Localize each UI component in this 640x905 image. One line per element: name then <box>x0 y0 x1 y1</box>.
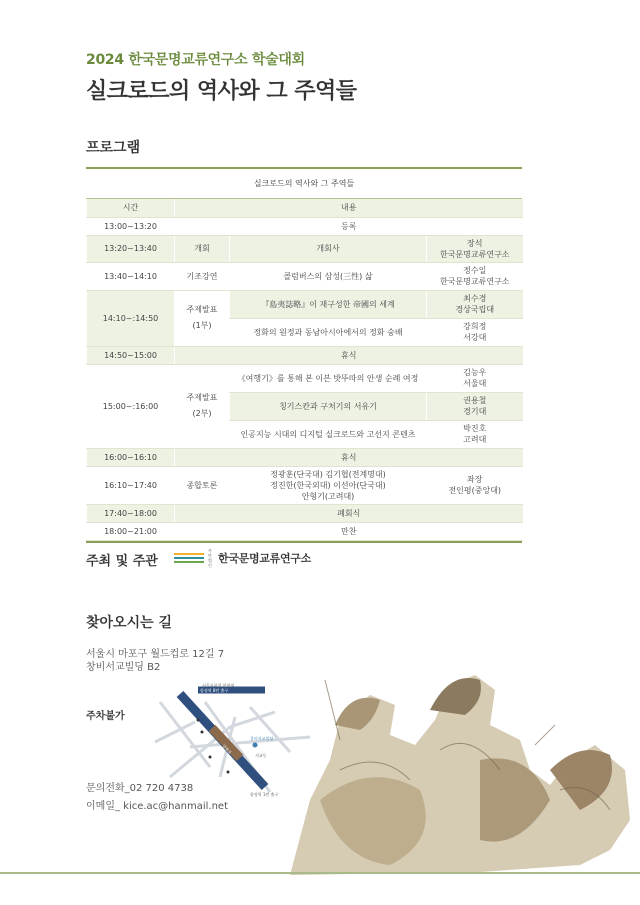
person-cell: 김능우 서울대 <box>427 364 523 392</box>
person-cell: 권용철 경기대 <box>427 392 523 420</box>
address-line-1: 서울시 마포구 월드컵로 12길 7 <box>86 649 225 660</box>
map-label-top: 서울지하철 합정역 <box>202 683 235 688</box>
map-label-bottom2: 합정역 1번 출구 <box>250 792 279 797</box>
table-row <box>87 290 523 318</box>
table-header-row <box>87 199 523 217</box>
bottom-rule <box>0 872 640 874</box>
time-cell: 13:20~13:40 <box>87 235 175 262</box>
type-cell: 종합토론 <box>175 466 230 504</box>
person-cell: 좌장 전인평(중앙대) <box>427 466 523 504</box>
table-row <box>87 235 523 262</box>
event-subtitle: 2024 한국문명교류연구소 학술대회 <box>86 52 305 68</box>
logo-text: 한국문명교류연구소 <box>218 552 311 565</box>
address-line-2: 창비서교빌딩 B2 <box>86 662 161 673</box>
content-cell: 『島夷誌略』이 재구성한 帝國의 세계 <box>230 290 427 318</box>
parking-note: 주차불가 <box>86 711 125 722</box>
content-cell: 폐회식 <box>175 504 523 522</box>
person-cell: 장석 한국문명교류연구소 <box>427 235 523 262</box>
content-cell: 개회사 <box>230 235 427 262</box>
col-time-header: 시간 <box>87 199 175 217</box>
content-cell: 만찬 <box>175 522 523 540</box>
directions-title: 찾아오시는 길 <box>86 615 173 631</box>
organizer-logo <box>174 548 311 568</box>
content-cell: 《여행기》를 통해 본 이븐 밧뚜따의 안생 순례 여정 <box>230 364 427 392</box>
logo-mark-icon <box>174 553 204 563</box>
program-table-title: 실크로드의 역사와 그 주역들 <box>86 167 522 199</box>
decorative-illustration <box>280 650 640 875</box>
table-row <box>87 466 523 504</box>
table-row <box>87 522 523 540</box>
table-row <box>87 364 523 392</box>
map-label-dest: 창비서교빌딩 <box>250 736 274 741</box>
host-label: 주최 및 주관 <box>86 554 158 569</box>
map-label-bottom: 홍대입구역 <box>227 775 246 792</box>
content-cell: 등록 <box>175 217 523 235</box>
time-cell: 17:40~18:00 <box>87 504 175 522</box>
map-label-top2: 합정역 8번 출구 <box>200 688 229 693</box>
type-cell: 주제발표 (1부) <box>175 290 230 346</box>
person-cell: 최수경 경상국립대 <box>427 290 523 318</box>
content-cell: 인공지능 시대의 디지털 실크로드와 고선지 콘텐츠 <box>230 420 427 448</box>
program-section-title: 프로그램 <box>86 140 141 156</box>
content-cell: 정광훈(단국대) 김기협(전계명대) 정진한(한국외대) 이선아(단국대) 안형기(고려대) <box>230 466 427 504</box>
time-cell: 16:00~16:10 <box>87 448 175 466</box>
program-table <box>86 167 522 543</box>
time-cell: 18:00~21:00 <box>87 522 175 540</box>
table-row <box>87 504 523 522</box>
map-label-right: 서교동 <box>255 753 267 758</box>
table-bottom-rule <box>86 541 522 543</box>
type-cell: 기조강연 <box>175 262 230 290</box>
content-cell: 휴식 <box>175 346 523 364</box>
time-cell: 16:10~17:40 <box>87 466 175 504</box>
phone-contact: 문의전화_02 720 4738 <box>86 783 194 794</box>
content-cell: 콜럼버스의 삼성(三性) 삶 <box>230 262 427 290</box>
map-label-mid: 양화로 <box>221 743 233 756</box>
table-row <box>87 217 523 235</box>
table-row <box>87 346 523 364</box>
destination-pin-icon <box>253 743 258 748</box>
person-cell: 박진호 고려대 <box>427 420 523 448</box>
type-cell: 개회 <box>175 235 230 262</box>
person-cell: 정수일 한국문명교류연구소 <box>427 262 523 290</box>
time-cell: 13:40~14:10 <box>87 262 175 290</box>
type-cell: 주제발표 (2부) <box>175 364 230 448</box>
event-title: 실크로드의 역사와 그 주역들 <box>86 79 357 104</box>
content-cell: 정화의 원정과 동남아시아에서의 정화 숭배 <box>230 318 427 346</box>
content-cell: 휴식 <box>175 448 523 466</box>
logo-small-text: 사단법인 <box>208 548 212 568</box>
table-row <box>87 262 523 290</box>
content-cell: 칭기스칸과 구처기의 서유기 <box>230 392 427 420</box>
time-cell: 15:00~:16:00 <box>87 364 175 448</box>
time-cell: 14:50~15:00 <box>87 346 175 364</box>
table-row <box>87 448 523 466</box>
col-content-header: 내용 <box>175 199 523 217</box>
email-contact: 이메일_ kice.ac@hanmail.net <box>86 801 229 812</box>
time-cell: 13:00~13:20 <box>87 217 175 235</box>
schedule-table <box>86 199 523 541</box>
person-cell: 강희정 서강대 <box>427 318 523 346</box>
time-cell: 14:10~:14:50 <box>87 290 175 346</box>
